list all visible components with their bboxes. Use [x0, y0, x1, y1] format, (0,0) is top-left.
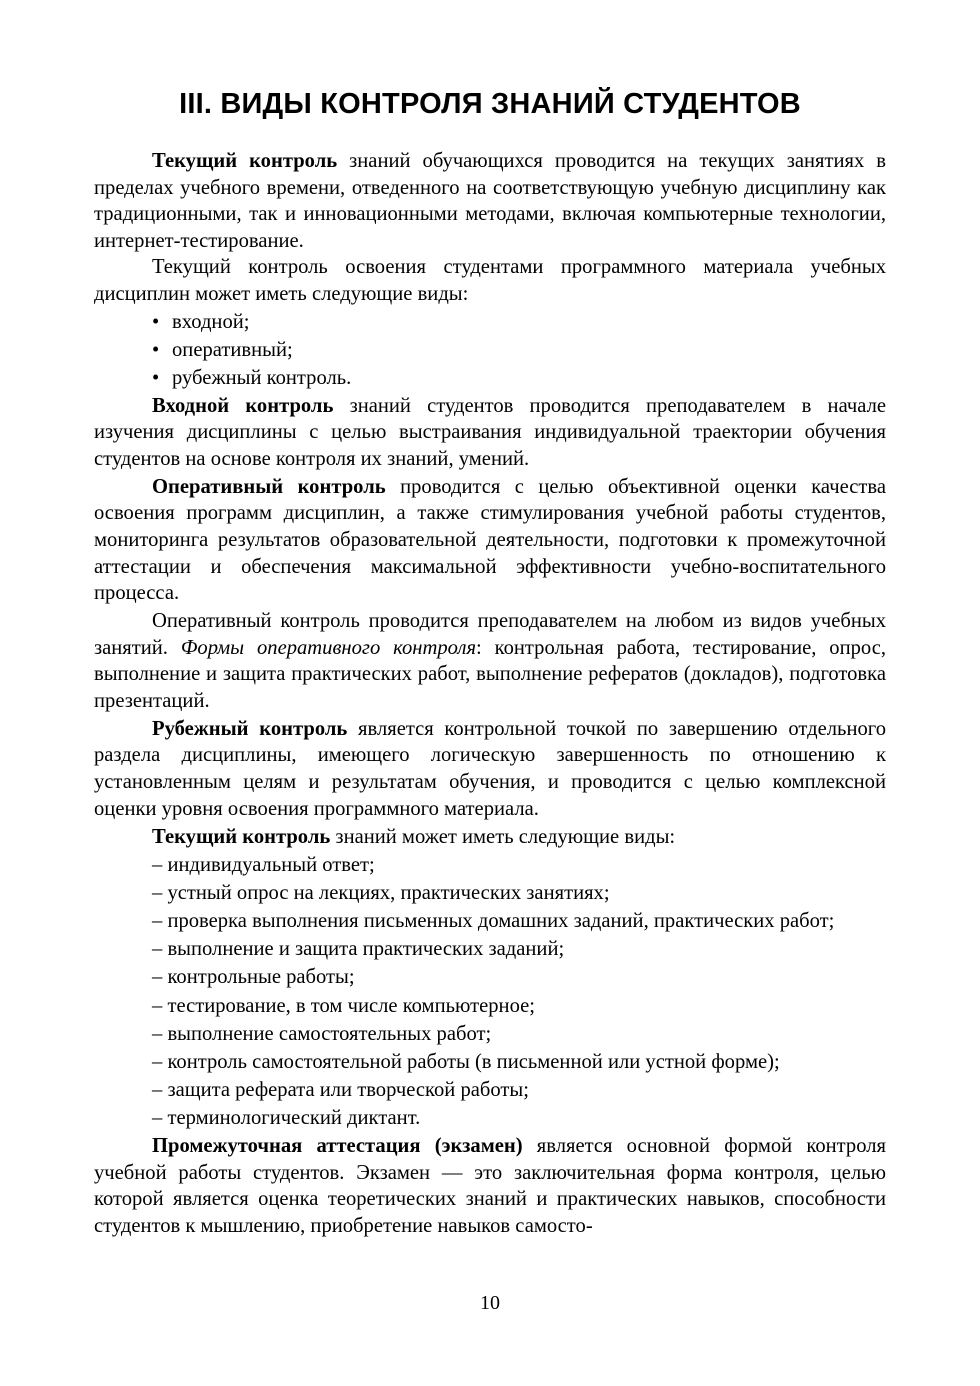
- paragraph-intermediate-attestation: [94, 1133, 886, 1239]
- paragraph-current-control: [94, 148, 886, 254]
- paragraph-text: проводится с целью объективной оценки качества освоения программ дисциплин, а также стимулирования учебной работы студентов, мониторинга результатов образовательной деятельности, подготовки к промежуточной аттестации и обеспечения максимальной эффективности учебно-воспитательного процесса.: [94, 475, 886, 605]
- term-operative-control: Оперативный контроль: [152, 475, 386, 498]
- paragraph-text: является контрольной точкой по завершению отдельного раздела дисциплины, имеющего логическую завершенность по отношению к установленным целям и результатам обучения, и проводится с целью комплексной оценки уровня освоения программного материала.: [94, 717, 886, 820]
- paragraph-text: Текущий контроль освоения студентами программного материала учебных дисциплин может иметь следующие виды:: [94, 256, 886, 305]
- paragraph-text: знаний обучающихся проводится на текущих занятиях в пределах учебного времени, отведенного на соответствующую учебную дисциплину как традиционными, так и инновационными методами, включая компьютерные технологии, интернет-тестирование.: [94, 150, 886, 252]
- term-entry-control: Входной контроль: [152, 394, 334, 417]
- paragraph-current-control-types: [94, 254, 886, 307]
- bullet-text: оперативный;: [172, 338, 293, 361]
- page-title: III. ВИДЫ КОНТРОЛЯ ЗНАНИЙ СТУДЕНТОВ: [179, 88, 801, 120]
- body-text: [94, 148, 886, 1240]
- bullet-icon: •: [152, 366, 160, 389]
- dash-list-item: – проверка выполнения письменных домашних заданий, практических работ;: [152, 910, 835, 933]
- bullet-item: [94, 365, 886, 392]
- bullet-icon: •: [152, 338, 160, 361]
- paragraph-milestone-control: [94, 716, 886, 822]
- bullet-item: [94, 337, 886, 364]
- dash-list-item: – устный опрос на лекциях, практических занятиях;: [152, 881, 610, 904]
- bullet-icon: •: [152, 310, 160, 333]
- dash-list-item: – выполнение самостоятельных работ;: [152, 1022, 492, 1045]
- bullet-text: рубежный контроль.: [172, 366, 352, 389]
- paragraph-operative-forms: [94, 608, 886, 714]
- paragraph-text: является основной формой контроля учебной работы студентов. Экзамен — это заключительная форма контроля, целью которой является оценка теоретических знаний и практических навыков, способности студентов к мышлению, приобретение навыков самосто-: [94, 1135, 886, 1238]
- term-intermediate-attestation: Промежуточная аттестация (экзамен): [152, 1135, 523, 1158]
- dash-list-item: – защита реферата или творческой работы;: [152, 1079, 529, 1102]
- bullet-text: входной;: [172, 310, 250, 333]
- paragraph-text: знаний может иметь следующие виды:: [330, 825, 676, 848]
- term-current-control: Текущий контроль: [152, 150, 338, 172]
- term-current-control: Текущий контроль: [152, 825, 331, 848]
- dash-list-item: – контрольные работы;: [152, 966, 355, 989]
- dash-list-item: – терминологический диктант.: [152, 1107, 421, 1130]
- dash-list-item: – тестирование, в том числе компьютерное;: [152, 994, 535, 1017]
- dash-list-item: – индивидуальный ответ;: [152, 853, 375, 876]
- term-milestone-control: Рубежный контроль: [152, 717, 348, 740]
- paragraph-text: Оперативный контроль проводится преподавателем на любом из видов учебных занятий.: [94, 610, 886, 659]
- paragraph-current-control-kinds: [94, 824, 886, 851]
- dash-list-item: – выполнение и защита практических заданий;: [152, 938, 565, 961]
- page-number: 10: [480, 1292, 500, 1314]
- paragraph-text: знаний студентов проводится преподавателем в начале изучения дисциплины с целью выстраивания индивидуальной траектории обучения студентов на основе контроля их знаний, умений.: [94, 394, 886, 470]
- paragraph-entry-control: [94, 393, 886, 473]
- bullet-item: [94, 309, 886, 336]
- italic-term-forms: Формы оперативного контроля: [180, 636, 477, 659]
- dash-list-item: – контроль самостоятельной работы (в письменной или устной форме);: [152, 1051, 780, 1073]
- paragraph-text: : контрольная работа, тестирование, опрос, выполнение и защита практических работ, выполнение рефератов (докладов), подготовка презентаций.: [94, 636, 886, 712]
- paragraph-operative-control: [94, 474, 886, 607]
